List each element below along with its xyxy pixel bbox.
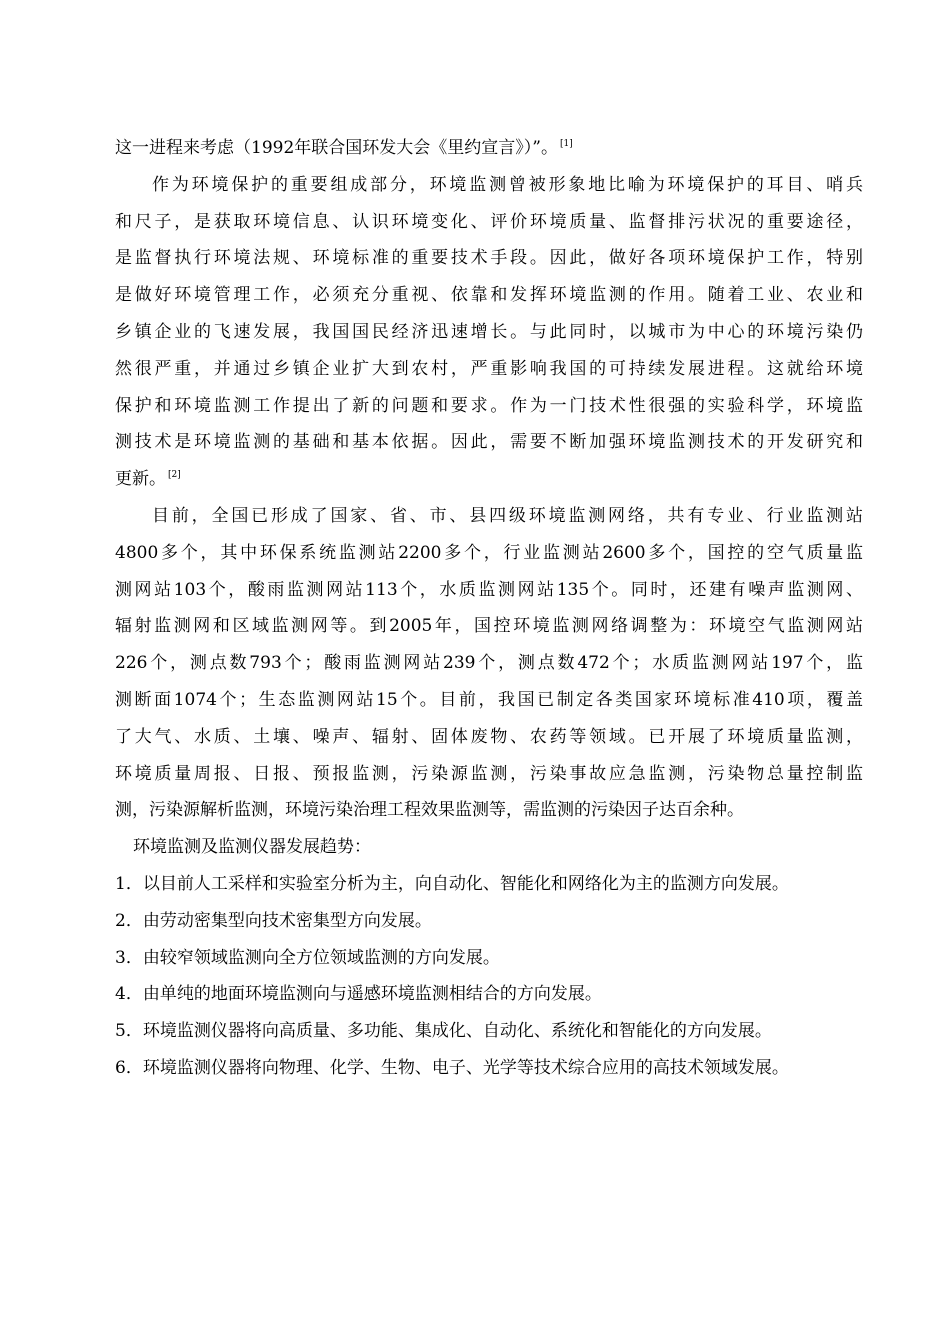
trends-heading: 环境监测及监测仪器发展趋势： bbox=[133, 837, 371, 858]
paragraph-3-line-8: 环境质量周报、日报、预报监测，污染源监测，污染事故应急监测，污染物总量控制监 bbox=[115, 763, 863, 784]
citation-1: [1] bbox=[559, 139, 573, 149]
paragraph-3-line-5: 226个，测点数793个；酸雨监测网站239个，测点数472个；水质监测网站197个，监 bbox=[115, 653, 863, 674]
paragraph-2-line-2: 和尺子，是获取环境信息、认识环境变化、评价环境质量、监督排污状况的重要途径， bbox=[115, 211, 863, 232]
paragraph-2-line-7: 保护和环境监测工作提出了新的问题和要求。作为一门技术性很强的实验科学，环境监 bbox=[115, 395, 863, 416]
paragraph-2-line-3: 是监督执行环境法规、环境标准的重要技术手段。因此，做好各项环境保护工作，特别 bbox=[115, 248, 863, 269]
paragraph-3-line-3: 测网站103个，酸雨监测网站113个，水质监测网站135个。同时，还建有噪声监测网、 bbox=[115, 579, 863, 600]
paragraph-3-line-2: 4800多个，其中环保系统监测站2200多个，行业监测站2600多个，国控的空气质量监 bbox=[115, 542, 863, 563]
paragraph-3-line-1: 目前，全国已形成了国家、省、市、县四级环境监测网络，共有专业、行业监测站 bbox=[152, 505, 863, 526]
paragraph-3-line-6: 测断面1074个；生态监测网站15个。目前，我国已制定各类国家环境标准410项，覆盖 bbox=[115, 689, 863, 710]
paragraph-2-line-4: 是做好环境管理工作，必须充分重视、依靠和发挥环境监测的作用。随着工业、农业和 bbox=[115, 285, 863, 306]
trend-item-4: 4．由单纯的地面环境监测向与遥感环境监测相结合的方向发展。 bbox=[115, 984, 602, 1005]
trend-item-6: 6．环境监测仪器将向物理、化学、生物、电子、光学等技术综合应用的高技术领域发展。 bbox=[115, 1057, 789, 1078]
document-page bbox=[115, 130, 863, 1087]
trend-item-2: 2．由劳动密集型向技术密集型方向发展。 bbox=[115, 910, 432, 931]
paragraph-2-line-8: 测技术是环境监测的基础和基本依据。因此，需要不断加强环境监测技术的开发研究和 bbox=[115, 432, 863, 453]
paragraph-2-line-9 bbox=[115, 461, 863, 498]
paragraph-1-line-1 bbox=[115, 130, 863, 167]
paragraph-2-line-5: 乡镇企业的飞速发展，我国国民经济迅速增长。与此同时，以城市为中心的环境污染仍 bbox=[115, 321, 863, 342]
paragraph-2-line-1: 作为环境保护的重要组成部分，环境监测曾被形象地比喻为环境保护的耳目、哨兵 bbox=[152, 174, 863, 195]
trend-item-1: 1．以目前人工采样和实验室分析为主，向自动化、智能化和网络化为主的监测方向发展。 bbox=[115, 873, 789, 894]
paragraph-2-line-6: 然很严重，并通过乡镇企业扩大到农村，严重影响我国的可持续发展进程。这就给环境 bbox=[115, 358, 863, 379]
trend-item-3: 3．由较窄领域监测向全方位领域监测的方向发展。 bbox=[115, 947, 500, 968]
citation-2: [2] bbox=[168, 470, 181, 481]
paragraph-2-last-text: 更新。 bbox=[115, 469, 166, 490]
trend-item-5: 5．环境监测仪器将向高质量、多功能、集成化、自动化、系统化和智能化的方向发展。 bbox=[115, 1021, 772, 1042]
paragraph-3-line-4: 辐射监测网和区域监测网等。到2005年，国控环境监测网络调整为：环境空气监测网站 bbox=[115, 616, 863, 637]
paragraph-3-line-9: 测，污染源解析监测，环境污染治理工程效果监测等，需监测的污染因子达百余种。 bbox=[115, 800, 744, 821]
paragraph-1-text: 这一进程来考虑（1992年联合国环发大会《里约宣言》）”。 bbox=[115, 138, 558, 158]
paragraph-3-line-7: 了大气、水质、土壤、噪声、辐射、固体废物、农药等领域。已开展了环境质量监测， bbox=[115, 726, 863, 747]
